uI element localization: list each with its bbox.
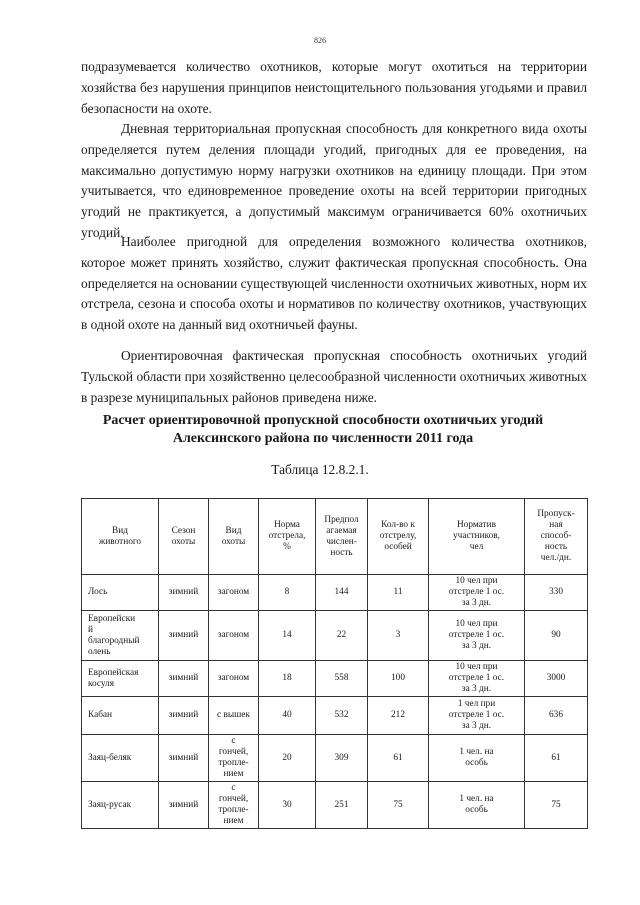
cell-species: Европейски й благородный олень [82, 611, 159, 661]
cell-quota: 14 [259, 611, 316, 661]
header-species: Вид животного [82, 499, 159, 575]
paragraph-4: Ориентировочная фактическая пропускная способность охотничьих угодий Тульской области при хозяйственно целесообразной численности охотничьих животных в разрезе муниципальных районов приведена ниже. [81, 348, 587, 405]
cell-participants: 10 чел при отстреле 1 ос. за 3 дн. [429, 575, 525, 611]
cell-hunt-type: с гончей, тропле- нием [209, 782, 259, 829]
cell-cull-count: 75 [368, 782, 429, 829]
cell-capacity: 3000 [525, 661, 588, 697]
cell-season: зимний [159, 611, 209, 661]
cell-capacity: 61 [525, 735, 588, 782]
cell-participants: 10 чел при отстреле 1 ос. за 3 дн. [429, 661, 525, 697]
header-capacity: Пропуск- ная способ- ность чел./дн. [525, 499, 588, 575]
paragraph-2: Дневная территориальная пропускная способность для конкретного вида охоты определяется путем деления площади угодий, пригодных для ее проведения, на максимально допустимую норму нагрузки охотников на единицу площади. При этом учитывается, что единовременное проведение охоты на всей территории пригодных угодий не практикуется, а допустимый максимум ограничивается 60% охотничьих угодий. [81, 121, 587, 240]
cell-population: 22 [316, 611, 368, 661]
cell-cull-count: 100 [368, 661, 429, 697]
header-cull-count: Кол-во к отстрелу, особей [368, 499, 429, 575]
cell-participants: 1 чел при отстреле 1 ос. за 3 дн. [429, 697, 525, 735]
cell-quota: 20 [259, 735, 316, 782]
cell-cull-count: 61 [368, 735, 429, 782]
cell-hunt-type: с гончей, тропле- нием [209, 735, 259, 782]
section-title: Расчет ориентировочной пропускной способности охотничьих угодий Алексинского района по численности 2011 года [102, 413, 544, 446]
page-number: 826 [314, 36, 326, 45]
cell-participants: 10 чел при отстреле 1 ос. за 3 дн. [429, 611, 525, 661]
header-quota: Норма отстрела, % [259, 499, 316, 575]
cell-capacity: 330 [525, 575, 588, 611]
cell-season: зимний [159, 575, 209, 611]
cell-capacity: 90 [525, 611, 588, 661]
table-row [82, 697, 588, 735]
cell-quota: 8 [259, 575, 316, 611]
cell-population: 251 [316, 782, 368, 829]
cell-participants: 1 чел. на особь [429, 782, 525, 829]
cell-cull-count: 3 [368, 611, 429, 661]
table-row [82, 575, 588, 611]
cell-cull-count: 11 [368, 575, 429, 611]
table-caption: Таблица 12.8.2.1. [271, 462, 369, 477]
cell-population: 532 [316, 697, 368, 735]
cell-capacity: 75 [525, 782, 588, 829]
cell-hunt-type: с вышек [209, 697, 259, 735]
cell-season: зимний [159, 735, 209, 782]
cell-hunt-type: загоном [209, 661, 259, 697]
paragraph-3: Наиболее пригодной для определения возможного количества охотников, которое может принять хозяйство, служит фактическая пропускная способность. Она определяется на основании существующей численности охотничьих животных, норм их отстрела, сезона и способа охоты и нормативов по количеству охотников, участвующих в одной охоте на данный вид охотничьей фауны. [81, 234, 587, 333]
header-season: Сезон охоты [159, 499, 209, 575]
cell-quota: 18 [259, 661, 316, 697]
cell-population: 558 [316, 661, 368, 697]
header-participants: Норматив участников, чел [429, 499, 525, 575]
hunting-capacity-table [81, 498, 588, 829]
cell-species: Лось [82, 575, 159, 611]
cell-quota: 40 [259, 697, 316, 735]
cell-species: Кабан [82, 697, 159, 735]
cell-hunt-type: загоном [209, 575, 259, 611]
cell-species: Заяц-беляк [82, 735, 159, 782]
table-row [82, 735, 588, 782]
cell-species: Европейская косуля [82, 661, 159, 697]
paragraph-1: подразумевается количество охотников, которые могут охотиться на территории хозяйства без нарушения принципов неистощительного пользования угодьями и правил безопасности на охоте. [81, 59, 587, 116]
table-header-row [82, 499, 588, 575]
cell-season: зимний [159, 661, 209, 697]
table-row [82, 782, 588, 829]
cell-participants: 1 чел. на особь [429, 735, 525, 782]
header-population: Предпол агаемая числен- ность [316, 499, 368, 575]
header-hunt-type: Вид охоты [209, 499, 259, 575]
cell-capacity: 636 [525, 697, 588, 735]
cell-season: зимний [159, 782, 209, 829]
cell-hunt-type: загоном [209, 611, 259, 661]
table-row [82, 661, 588, 697]
cell-season: зимний [159, 697, 209, 735]
cell-cull-count: 212 [368, 697, 429, 735]
cell-population: 309 [316, 735, 368, 782]
cell-species: Заяц-русак [82, 782, 159, 829]
cell-population: 144 [316, 575, 368, 611]
table-row [82, 611, 588, 661]
cell-quota: 30 [259, 782, 316, 829]
